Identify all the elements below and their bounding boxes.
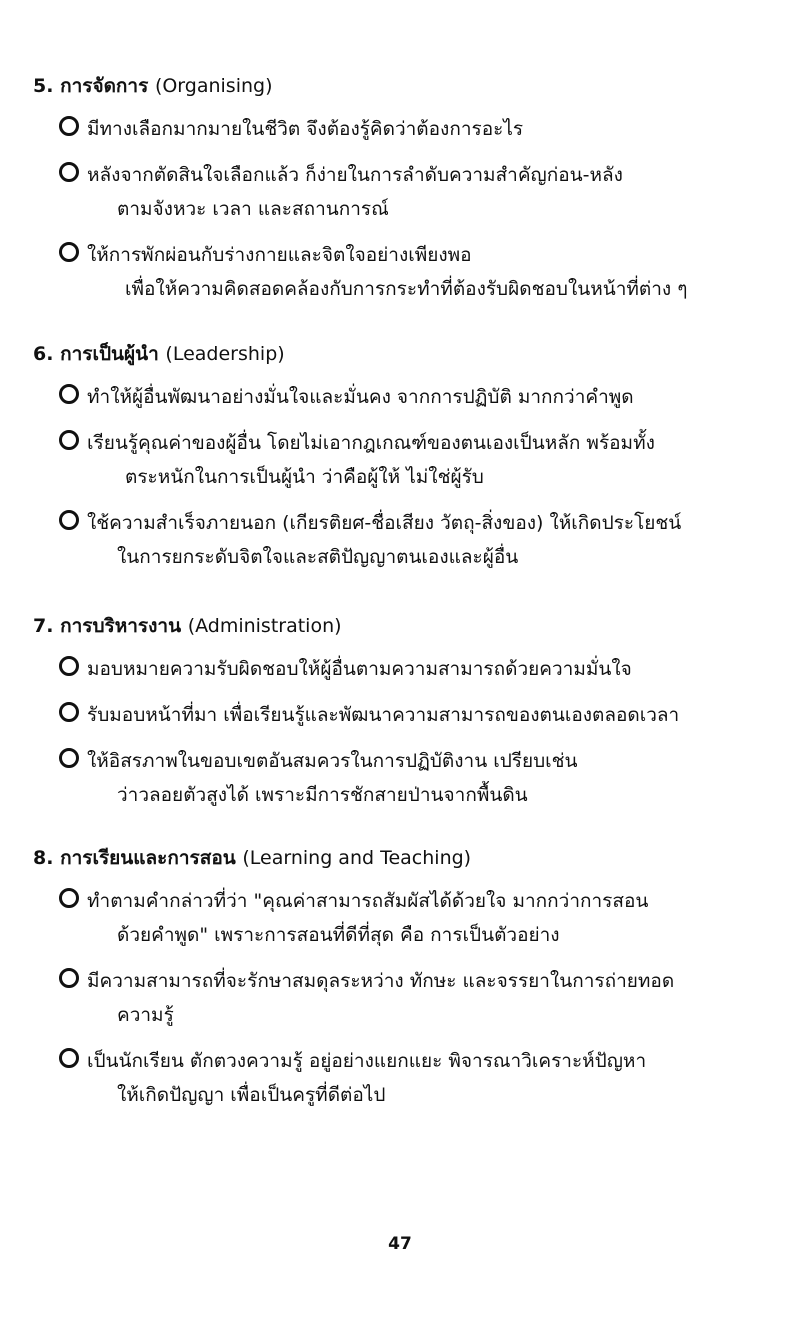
circle-bullet-icon: [59, 702, 79, 722]
item-text: เรียนรู้คุณค่าของผู้อื่น โดยไม่เอากฎเกณฑ์ของตนเองเป็นหลัก พร้อมทั้ง: [87, 432, 655, 454]
section-administration: [33, 614, 773, 824]
list-item: [33, 506, 773, 574]
page-number: 47: [388, 1234, 412, 1254]
circle-bullet-icon: [59, 242, 79, 262]
item-text-continued: ให้เกิดปัญญา เพื่อเป็นครูที่ดีต่อไป: [117, 1084, 386, 1106]
item-text-continued: ความรู้: [117, 1004, 174, 1026]
circle-bullet-icon: [59, 384, 79, 404]
section-title-th: การเป็นผู้นำ: [60, 343, 159, 365]
item-text: ใช้ความสำเร็จภายนอก (เกียรติยศ-ชื่อเสียง วัตถุ-สิ่งของ) ให้เกิดประโยชน์: [87, 512, 682, 534]
section-title-en: (Leadership): [165, 343, 285, 365]
section-title-th: การจัดการ: [60, 75, 149, 97]
item-text-continued: ตระหนักในการเป็นผู้นำ ว่าคือผู้ให้ ไม่ใช่ผู้รับ: [125, 466, 484, 488]
section-heading: [33, 74, 773, 98]
circle-bullet-icon: [59, 510, 79, 530]
list-item: [33, 426, 773, 494]
section-title-en: (Learning and Teaching): [242, 847, 472, 869]
item-text: มีความสามารถที่จะรักษาสมดุลระหว่าง ทักษะ และจรรยาในการถ่ายทอด: [87, 970, 675, 992]
section-number: 7.: [33, 615, 54, 637]
list-item: [33, 698, 773, 732]
list-item: [33, 380, 773, 414]
item-text: ให้อิสรภาพในขอบเขตอันสมควรในการปฏิบัติงาน เปรียบเช่น: [87, 750, 578, 772]
circle-bullet-icon: [59, 430, 79, 450]
item-text-continued: ในการยกระดับจิตใจและสติปัญญาตนเองและผู้อื่น: [117, 546, 519, 568]
section-heading: [33, 614, 773, 638]
circle-bullet-icon: [59, 888, 79, 908]
section-title-th: การเรียนและการสอน: [60, 847, 236, 869]
section-heading: [33, 846, 773, 870]
section-title-th: การบริหารงาน: [60, 615, 182, 637]
section-number: 5.: [33, 75, 54, 97]
item-text: ทำตามคำกล่าวที่ว่า "คุณค่าสามารถสัมผัสได้ด้วยใจ มากกว่าการสอน: [87, 890, 649, 912]
item-text-continued: ด้วยคำพูด" เพราะการสอนที่ดีที่สุด คือ การเป็นตัวอย่าง: [117, 924, 560, 946]
list-item: [33, 238, 773, 306]
list-item: [33, 1044, 773, 1112]
item-text: หลังจากตัดสินใจเลือกแล้ว ก็ง่ายในการลำดับความสำคัญก่อน-หลัง: [87, 164, 623, 186]
item-text: รับมอบหน้าที่มา เพื่อเรียนรู้และพัฒนาความสามารถของตนเองตลอดเวลา: [87, 704, 680, 726]
list-item: [33, 744, 773, 812]
item-text-continued: ตามจังหวะ เวลา และสถานการณ์: [117, 198, 389, 220]
list-item: [33, 112, 773, 146]
circle-bullet-icon: [59, 1048, 79, 1068]
list-item: [33, 652, 773, 686]
section-number: 8.: [33, 847, 54, 869]
section-heading: [33, 342, 773, 366]
item-text: เป็นนักเรียน ตักตวงความรู้ อยู่อย่างแยกแยะ พิจารณาวิเคราะห์ปัญหา: [87, 1050, 647, 1072]
circle-bullet-icon: [59, 116, 79, 136]
circle-bullet-icon: [59, 656, 79, 676]
section-learning-teaching: [33, 846, 773, 1124]
section-title-en: (Administration): [187, 615, 342, 637]
list-item: [33, 884, 773, 952]
section-organising: [33, 74, 773, 318]
item-text-continued: เพื่อให้ความคิดสอดคล้องกับการกระทำที่ต้องรับผิดชอบในหน้าที่ต่าง ๆ: [125, 278, 688, 300]
section-title-en: (Organising): [154, 75, 273, 97]
list-item: [33, 964, 773, 1032]
list-item: [33, 158, 773, 226]
item-text-continued: ว่าวลอยตัวสูงได้ เพราะมีการชักสายป่านจากพื้นดิน: [117, 784, 528, 806]
item-text: มอบหมายความรับผิดชอบให้ผู้อื่นตามความสามารถด้วยความมั่นใจ: [87, 658, 632, 680]
item-text: ทำให้ผู้อื่นพัฒนาอย่างมั่นใจและมั่นคง จากการปฏิบัติ มากกว่าคำพูด: [87, 386, 634, 408]
section-leadership: [33, 342, 773, 586]
section-number: 6.: [33, 343, 54, 365]
circle-bullet-icon: [59, 162, 79, 182]
circle-bullet-icon: [59, 748, 79, 768]
item-text: ให้การพักผ่อนกับร่างกายและจิตใจอย่างเพียงพอ: [87, 244, 472, 266]
item-text: มีทางเลือกมากมายในชีวิต จึงต้องรู้คิดว่าต้องการอะไร: [87, 118, 524, 140]
circle-bullet-icon: [59, 968, 79, 988]
